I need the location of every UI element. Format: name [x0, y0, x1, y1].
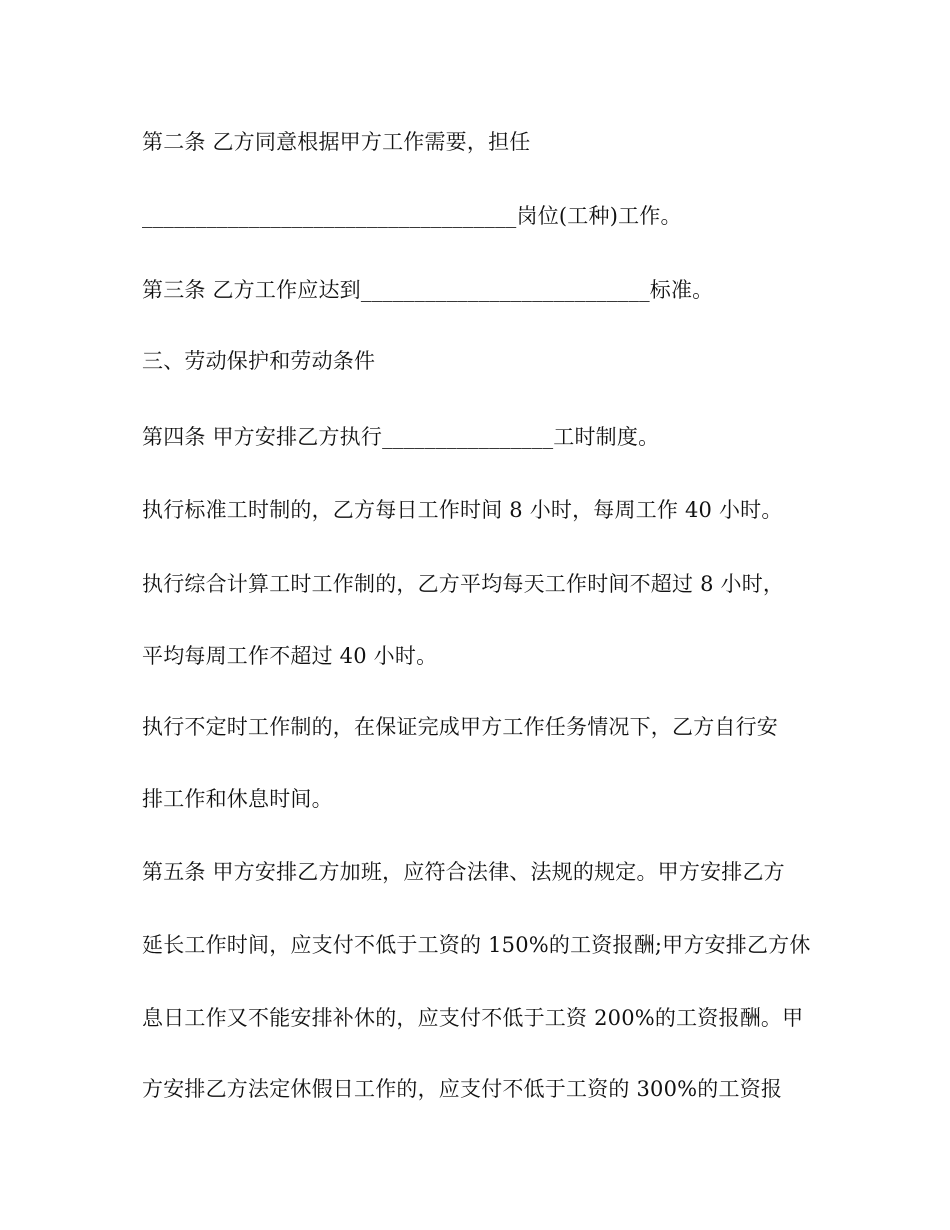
article-2-position-line: ___________________________________岗位(工种)工作。	[142, 204, 682, 228]
article-3-line: 第三条 乙方工作应达到___________________________标准。	[142, 278, 714, 302]
article-4-line: 第四条 甲方安排乙方执行________________工时制度。	[142, 425, 660, 449]
article-5-line-2: 延长工作时间，应支付不低于工资的 150%的工资报酬;甲方安排乙方休	[142, 933, 811, 957]
comprehensive-hours-line: 执行综合计算工时工作制的，乙方平均每天工作时间不超过 8 小时，	[142, 572, 785, 596]
article-5-line-3: 息日工作又不能安排补休的，应支付不低于工资 200%的工资报酬。甲	[142, 1006, 804, 1030]
standard-hours-line: 执行标准工时制的，乙方每日工作时间 8 小时，每周工作 40 小时。	[142, 498, 783, 522]
section-3-heading: 三、劳动保护和劳动条件	[142, 349, 376, 373]
article-5-line-4: 方安排乙方法定休假日工作的，应支付不低于工资的 300%的工资报	[142, 1077, 783, 1101]
flexible-hours-line-2: 排工作和休息时间。	[142, 787, 333, 811]
article-2-line: 第二条 乙方同意根据甲方工作需要，担任	[142, 130, 531, 154]
comprehensive-hours-line-2: 平均每周工作不超过 40 小时。	[142, 644, 438, 668]
flexible-hours-line: 执行不定时工作制的，在保证完成甲方工作任务情况下，乙方自行安	[142, 715, 778, 739]
article-5-line: 第五条 甲方安排乙方加班，应符合法律、法规的规定。甲方安排乙方	[142, 860, 785, 884]
